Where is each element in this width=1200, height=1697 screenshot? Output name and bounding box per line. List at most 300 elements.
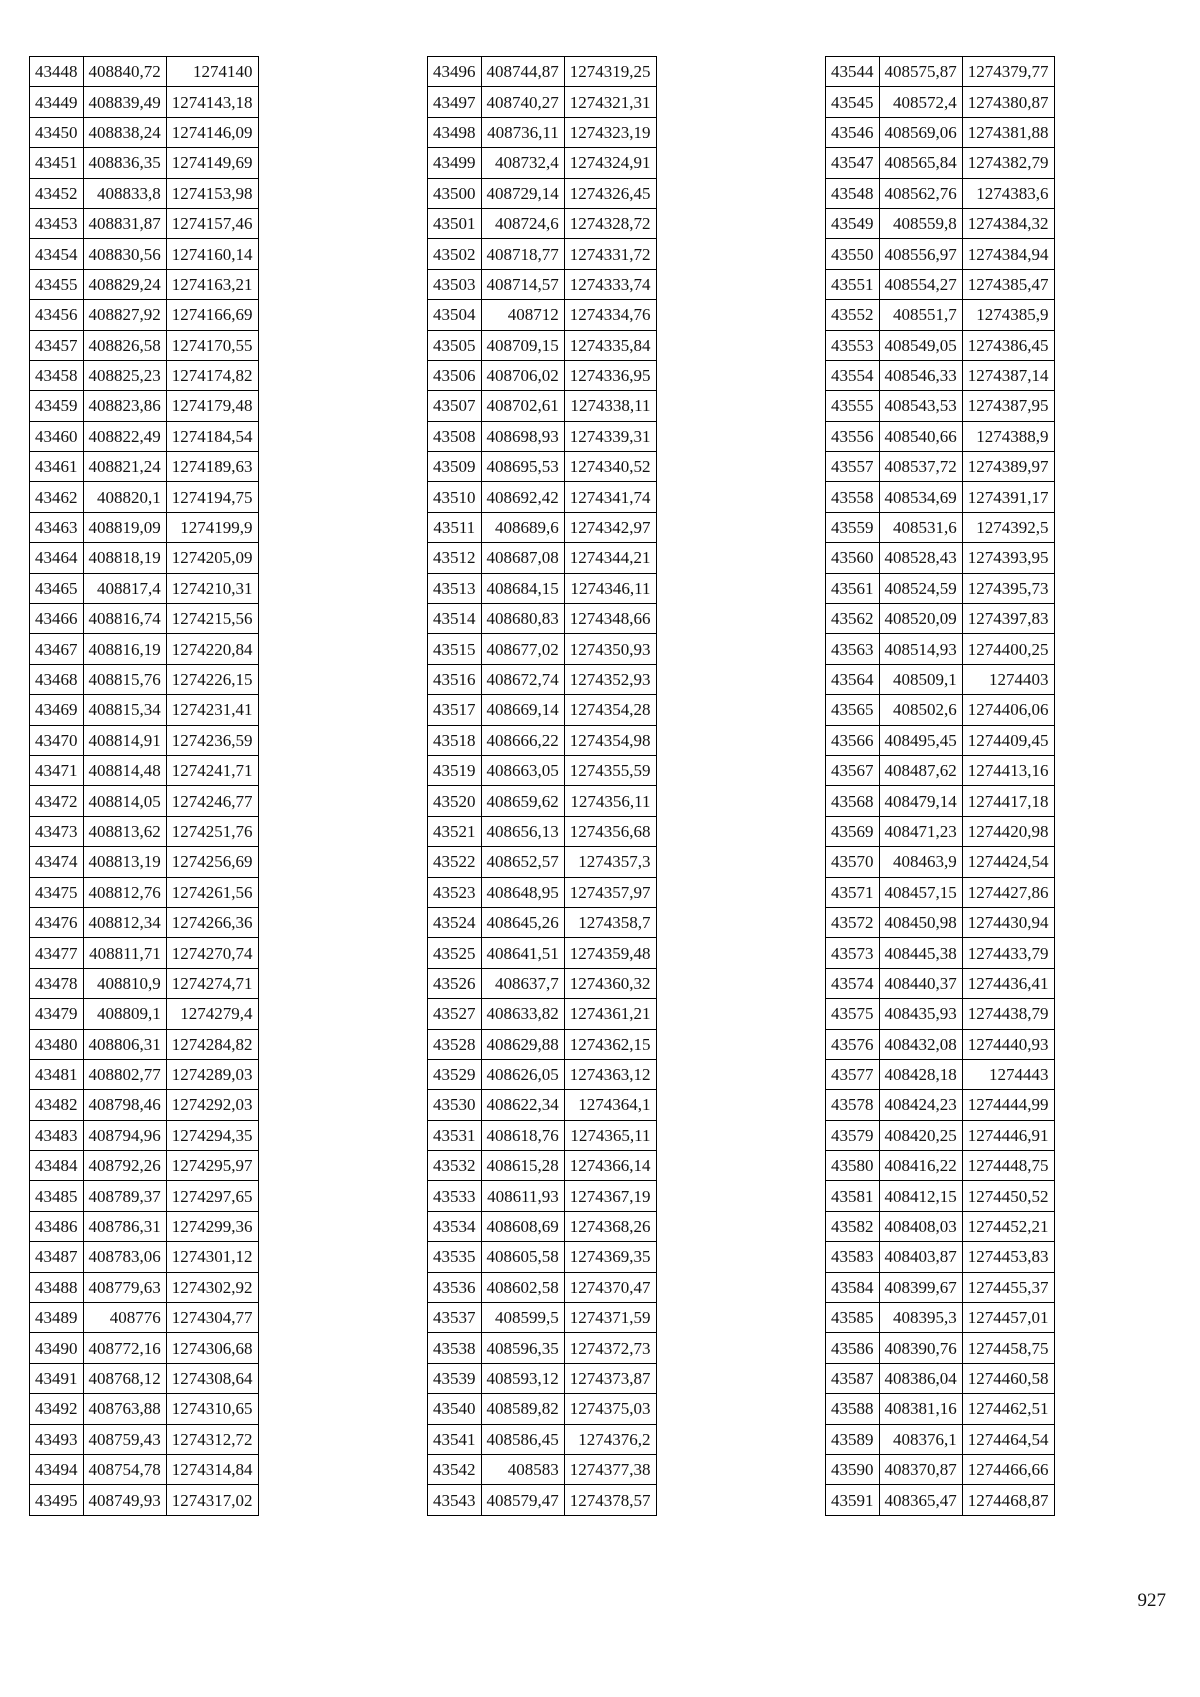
table-row bbox=[826, 239, 1055, 269]
table-row bbox=[30, 907, 259, 937]
point-number-cell: 43518 bbox=[428, 725, 482, 755]
x-coordinate-cell: 408554,27 bbox=[879, 269, 962, 299]
point-number-cell: 43564 bbox=[826, 664, 880, 694]
point-number-cell: 43556 bbox=[826, 421, 880, 451]
table-row bbox=[826, 1120, 1055, 1150]
table-row bbox=[826, 57, 1055, 87]
point-number-cell: 43466 bbox=[30, 604, 84, 634]
y-coordinate-cell: 1274241,71 bbox=[166, 755, 258, 785]
table-row bbox=[826, 452, 1055, 482]
x-coordinate-cell: 408381,16 bbox=[879, 1394, 962, 1424]
coordinate-table-3 bbox=[825, 56, 1055, 1516]
table-row bbox=[826, 360, 1055, 390]
x-coordinate-cell: 408695,53 bbox=[481, 452, 564, 482]
table-row bbox=[826, 482, 1055, 512]
table-row bbox=[30, 1120, 259, 1150]
table-row bbox=[30, 604, 259, 634]
table-row bbox=[826, 1090, 1055, 1120]
table-row bbox=[826, 1303, 1055, 1333]
table-row bbox=[428, 1485, 657, 1515]
point-number-cell: 43558 bbox=[826, 482, 880, 512]
point-number-cell: 43548 bbox=[826, 178, 880, 208]
table-row bbox=[30, 1333, 259, 1363]
x-coordinate-cell: 408826,58 bbox=[83, 330, 166, 360]
y-coordinate-cell: 1274370,47 bbox=[564, 1272, 656, 1302]
x-coordinate-cell: 408772,16 bbox=[83, 1333, 166, 1363]
y-coordinate-cell: 1274339,31 bbox=[564, 421, 656, 451]
y-coordinate-cell: 1274455,37 bbox=[962, 1272, 1054, 1302]
y-coordinate-cell: 1274438,79 bbox=[962, 999, 1054, 1029]
x-coordinate-cell: 408794,96 bbox=[83, 1120, 166, 1150]
point-number-cell: 43540 bbox=[428, 1394, 482, 1424]
point-number-cell: 43502 bbox=[428, 239, 482, 269]
x-coordinate-cell: 408825,23 bbox=[83, 360, 166, 390]
x-coordinate-cell: 408698,93 bbox=[481, 421, 564, 451]
y-coordinate-cell: 1274430,94 bbox=[962, 907, 1054, 937]
point-number-cell: 43493 bbox=[30, 1424, 84, 1454]
point-number-cell: 43456 bbox=[30, 300, 84, 330]
y-coordinate-cell: 1274314,84 bbox=[166, 1454, 258, 1484]
y-coordinate-cell: 1274376,2 bbox=[564, 1424, 656, 1454]
table-row bbox=[826, 634, 1055, 664]
point-number-cell: 43514 bbox=[428, 604, 482, 634]
x-coordinate-cell: 408812,34 bbox=[83, 907, 166, 937]
point-number-cell: 43569 bbox=[826, 816, 880, 846]
y-coordinate-cell: 1274362,15 bbox=[564, 1029, 656, 1059]
table-row bbox=[826, 1211, 1055, 1241]
y-coordinate-cell: 1274319,25 bbox=[564, 57, 656, 87]
y-coordinate-cell: 1274184,54 bbox=[166, 421, 258, 451]
table-row bbox=[826, 87, 1055, 117]
y-coordinate-cell: 1274365,11 bbox=[564, 1120, 656, 1150]
x-coordinate-cell: 408432,08 bbox=[879, 1029, 962, 1059]
table-row bbox=[428, 1029, 657, 1059]
x-coordinate-cell: 408457,15 bbox=[879, 877, 962, 907]
y-coordinate-cell: 1274205,09 bbox=[166, 543, 258, 573]
x-coordinate-cell: 408692,42 bbox=[481, 482, 564, 512]
point-number-cell: 43547 bbox=[826, 148, 880, 178]
point-number-cell: 43542 bbox=[428, 1454, 482, 1484]
point-number-cell: 43496 bbox=[428, 57, 482, 87]
y-coordinate-cell: 1274295,97 bbox=[166, 1151, 258, 1181]
y-coordinate-cell: 1274450,52 bbox=[962, 1181, 1054, 1211]
table-row bbox=[30, 1029, 259, 1059]
y-coordinate-cell: 1274321,31 bbox=[564, 87, 656, 117]
y-coordinate-cell: 1274348,66 bbox=[564, 604, 656, 634]
x-coordinate-cell: 408487,62 bbox=[879, 755, 962, 785]
x-coordinate-cell: 408702,61 bbox=[481, 391, 564, 421]
table-row bbox=[428, 269, 657, 299]
y-coordinate-cell: 1274355,59 bbox=[564, 755, 656, 785]
x-coordinate-cell: 408802,77 bbox=[83, 1059, 166, 1089]
point-number-cell: 43584 bbox=[826, 1272, 880, 1302]
point-number-cell: 43479 bbox=[30, 999, 84, 1029]
x-coordinate-cell: 408672,74 bbox=[481, 664, 564, 694]
point-number-cell: 43448 bbox=[30, 57, 84, 87]
point-number-cell: 43497 bbox=[428, 87, 482, 117]
y-coordinate-cell: 1274306,68 bbox=[166, 1333, 258, 1363]
y-coordinate-cell: 1274386,45 bbox=[962, 330, 1054, 360]
x-coordinate-cell: 408669,14 bbox=[481, 695, 564, 725]
x-coordinate-cell: 408815,34 bbox=[83, 695, 166, 725]
y-coordinate-cell: 1274357,97 bbox=[564, 877, 656, 907]
x-coordinate-cell: 408813,19 bbox=[83, 847, 166, 877]
y-coordinate-cell: 1274323,19 bbox=[564, 117, 656, 147]
y-coordinate-cell: 1274377,38 bbox=[564, 1454, 656, 1484]
y-coordinate-cell: 1274381,88 bbox=[962, 117, 1054, 147]
table-row bbox=[30, 999, 259, 1029]
point-number-cell: 43552 bbox=[826, 300, 880, 330]
y-coordinate-cell: 1274336,95 bbox=[564, 360, 656, 390]
y-coordinate-cell: 1274366,14 bbox=[564, 1151, 656, 1181]
point-number-cell: 43482 bbox=[30, 1090, 84, 1120]
point-number-cell: 43536 bbox=[428, 1272, 482, 1302]
point-number-cell: 43529 bbox=[428, 1059, 482, 1089]
x-coordinate-cell: 408629,88 bbox=[481, 1029, 564, 1059]
table-row bbox=[428, 391, 657, 421]
table-row bbox=[428, 725, 657, 755]
y-coordinate-cell: 1274301,12 bbox=[166, 1242, 258, 1272]
point-number-cell: 43583 bbox=[826, 1242, 880, 1272]
y-coordinate-cell: 1274140 bbox=[166, 57, 258, 87]
x-coordinate-cell: 408583 bbox=[481, 1454, 564, 1484]
table-row bbox=[30, 1424, 259, 1454]
y-coordinate-cell: 1274236,59 bbox=[166, 725, 258, 755]
x-coordinate-cell: 408622,34 bbox=[481, 1090, 564, 1120]
table-row bbox=[30, 330, 259, 360]
point-number-cell: 43530 bbox=[428, 1090, 482, 1120]
point-number-cell: 43455 bbox=[30, 269, 84, 299]
point-number-cell: 43473 bbox=[30, 816, 84, 846]
x-coordinate-cell: 408798,46 bbox=[83, 1090, 166, 1120]
x-coordinate-cell: 408779,63 bbox=[83, 1272, 166, 1302]
point-number-cell: 43451 bbox=[30, 148, 84, 178]
table-row bbox=[30, 148, 259, 178]
y-coordinate-cell: 1274334,76 bbox=[564, 300, 656, 330]
table-row bbox=[30, 573, 259, 603]
y-coordinate-cell: 1274317,02 bbox=[166, 1485, 258, 1515]
x-coordinate-cell: 408783,06 bbox=[83, 1242, 166, 1272]
x-coordinate-cell: 408724,6 bbox=[481, 208, 564, 238]
y-coordinate-cell: 1274346,11 bbox=[564, 573, 656, 603]
table-row bbox=[428, 907, 657, 937]
y-coordinate-cell: 1274364,1 bbox=[564, 1090, 656, 1120]
point-number-cell: 43561 bbox=[826, 573, 880, 603]
y-coordinate-cell: 1274457,01 bbox=[962, 1303, 1054, 1333]
point-number-cell: 43495 bbox=[30, 1485, 84, 1515]
point-number-cell: 43484 bbox=[30, 1151, 84, 1181]
point-number-cell: 43537 bbox=[428, 1303, 482, 1333]
x-coordinate-cell: 408816,74 bbox=[83, 604, 166, 634]
table-row bbox=[428, 1424, 657, 1454]
y-coordinate-cell: 1274433,79 bbox=[962, 938, 1054, 968]
y-coordinate-cell: 1274372,73 bbox=[564, 1333, 656, 1363]
x-coordinate-cell: 408386,04 bbox=[879, 1363, 962, 1393]
point-number-cell: 43508 bbox=[428, 421, 482, 451]
y-coordinate-cell: 1274385,47 bbox=[962, 269, 1054, 299]
table-row bbox=[428, 1303, 657, 1333]
table-row bbox=[428, 847, 657, 877]
y-coordinate-cell: 1274297,65 bbox=[166, 1181, 258, 1211]
x-coordinate-cell: 408812,76 bbox=[83, 877, 166, 907]
table-row bbox=[428, 1181, 657, 1211]
table-row bbox=[826, 330, 1055, 360]
x-coordinate-cell: 408524,59 bbox=[879, 573, 962, 603]
y-coordinate-cell: 1274340,52 bbox=[564, 452, 656, 482]
table-row bbox=[826, 877, 1055, 907]
point-number-cell: 43563 bbox=[826, 634, 880, 664]
y-coordinate-cell: 1274146,09 bbox=[166, 117, 258, 147]
x-coordinate-cell: 408811,71 bbox=[83, 938, 166, 968]
y-coordinate-cell: 1274308,64 bbox=[166, 1363, 258, 1393]
x-coordinate-cell: 408706,02 bbox=[481, 360, 564, 390]
x-coordinate-cell: 408839,49 bbox=[83, 87, 166, 117]
table-row bbox=[826, 391, 1055, 421]
table-row bbox=[428, 178, 657, 208]
x-coordinate-cell: 408416,22 bbox=[879, 1151, 962, 1181]
table-row bbox=[428, 208, 657, 238]
table-row bbox=[428, 239, 657, 269]
table-row bbox=[30, 786, 259, 816]
x-coordinate-cell: 408602,58 bbox=[481, 1272, 564, 1302]
y-coordinate-cell: 1274357,3 bbox=[564, 847, 656, 877]
point-number-cell: 43449 bbox=[30, 87, 84, 117]
y-coordinate-cell: 1274395,73 bbox=[962, 573, 1054, 603]
table-row bbox=[30, 421, 259, 451]
point-number-cell: 43543 bbox=[428, 1485, 482, 1515]
point-number-cell: 43565 bbox=[826, 695, 880, 725]
x-coordinate-cell: 408687,08 bbox=[481, 543, 564, 573]
table-row bbox=[826, 725, 1055, 755]
x-coordinate-cell: 408569,06 bbox=[879, 117, 962, 147]
point-number-cell: 43475 bbox=[30, 877, 84, 907]
y-coordinate-cell: 1274352,93 bbox=[564, 664, 656, 694]
table-row bbox=[428, 117, 657, 147]
x-coordinate-cell: 408365,47 bbox=[879, 1485, 962, 1515]
table-row bbox=[826, 421, 1055, 451]
y-coordinate-cell: 1274302,92 bbox=[166, 1272, 258, 1302]
table-row bbox=[428, 695, 657, 725]
table-row bbox=[826, 148, 1055, 178]
table-row bbox=[30, 755, 259, 785]
table-row bbox=[826, 1485, 1055, 1515]
point-number-cell: 43472 bbox=[30, 786, 84, 816]
y-coordinate-cell: 1274153,98 bbox=[166, 178, 258, 208]
x-coordinate-cell: 408463,9 bbox=[879, 847, 962, 877]
point-number-cell: 43562 bbox=[826, 604, 880, 634]
x-coordinate-cell: 408830,56 bbox=[83, 239, 166, 269]
table-row bbox=[428, 512, 657, 542]
point-number-cell: 43520 bbox=[428, 786, 482, 816]
x-coordinate-cell: 408827,92 bbox=[83, 300, 166, 330]
table-row bbox=[30, 1059, 259, 1089]
x-coordinate-cell: 408732,4 bbox=[481, 148, 564, 178]
point-number-cell: 43571 bbox=[826, 877, 880, 907]
point-number-cell: 43519 bbox=[428, 755, 482, 785]
y-coordinate-cell: 1274333,74 bbox=[564, 269, 656, 299]
point-number-cell: 43450 bbox=[30, 117, 84, 147]
x-coordinate-cell: 408540,66 bbox=[879, 421, 962, 451]
y-coordinate-cell: 1274443 bbox=[962, 1059, 1054, 1089]
point-number-cell: 43458 bbox=[30, 360, 84, 390]
point-number-cell: 43544 bbox=[826, 57, 880, 87]
point-number-cell: 43538 bbox=[428, 1333, 482, 1363]
x-coordinate-cell: 408549,05 bbox=[879, 330, 962, 360]
point-number-cell: 43566 bbox=[826, 725, 880, 755]
x-coordinate-cell: 408479,14 bbox=[879, 786, 962, 816]
point-number-cell: 43470 bbox=[30, 725, 84, 755]
y-coordinate-cell: 1274166,69 bbox=[166, 300, 258, 330]
y-coordinate-cell: 1274440,93 bbox=[962, 1029, 1054, 1059]
x-coordinate-cell: 408528,43 bbox=[879, 543, 962, 573]
x-coordinate-cell: 408759,43 bbox=[83, 1424, 166, 1454]
x-coordinate-cell: 408572,4 bbox=[879, 87, 962, 117]
x-coordinate-cell: 408495,45 bbox=[879, 725, 962, 755]
x-coordinate-cell: 408514,93 bbox=[879, 634, 962, 664]
y-coordinate-cell: 1274413,16 bbox=[962, 755, 1054, 785]
table-row bbox=[428, 938, 657, 968]
x-coordinate-cell: 408608,69 bbox=[481, 1211, 564, 1241]
x-coordinate-cell: 408813,62 bbox=[83, 816, 166, 846]
y-coordinate-cell: 1274354,98 bbox=[564, 725, 656, 755]
table-row bbox=[30, 543, 259, 573]
y-coordinate-cell: 1274157,46 bbox=[166, 208, 258, 238]
table-row bbox=[30, 968, 259, 998]
y-coordinate-cell: 1274406,06 bbox=[962, 695, 1054, 725]
x-coordinate-cell: 408435,93 bbox=[879, 999, 962, 1029]
y-coordinate-cell: 1274324,91 bbox=[564, 148, 656, 178]
x-coordinate-cell: 408740,27 bbox=[481, 87, 564, 117]
y-coordinate-cell: 1274424,54 bbox=[962, 847, 1054, 877]
point-number-cell: 43525 bbox=[428, 938, 482, 968]
table-row bbox=[826, 968, 1055, 998]
y-coordinate-cell: 1274360,32 bbox=[564, 968, 656, 998]
x-coordinate-cell: 408840,72 bbox=[83, 57, 166, 87]
table-row bbox=[428, 360, 657, 390]
y-coordinate-cell: 1274358,7 bbox=[564, 907, 656, 937]
x-coordinate-cell: 408714,57 bbox=[481, 269, 564, 299]
y-coordinate-cell: 1274385,9 bbox=[962, 300, 1054, 330]
y-coordinate-cell: 1274458,75 bbox=[962, 1333, 1054, 1363]
y-coordinate-cell: 1274384,94 bbox=[962, 239, 1054, 269]
x-coordinate-cell: 408520,09 bbox=[879, 604, 962, 634]
y-coordinate-cell: 1274375,03 bbox=[564, 1394, 656, 1424]
table-row bbox=[826, 604, 1055, 634]
point-number-cell: 43465 bbox=[30, 573, 84, 603]
x-coordinate-cell: 408399,67 bbox=[879, 1272, 962, 1302]
table-row bbox=[30, 877, 259, 907]
x-coordinate-cell: 408589,82 bbox=[481, 1394, 564, 1424]
y-coordinate-cell: 1274335,84 bbox=[564, 330, 656, 360]
x-coordinate-cell: 408659,62 bbox=[481, 786, 564, 816]
point-number-cell: 43487 bbox=[30, 1242, 84, 1272]
x-coordinate-cell: 408556,97 bbox=[879, 239, 962, 269]
y-coordinate-cell: 1274328,72 bbox=[564, 208, 656, 238]
point-number-cell: 43467 bbox=[30, 634, 84, 664]
table-row bbox=[428, 634, 657, 664]
x-coordinate-cell: 408562,76 bbox=[879, 178, 962, 208]
point-number-cell: 43586 bbox=[826, 1333, 880, 1363]
point-number-cell: 43500 bbox=[428, 178, 482, 208]
y-coordinate-cell: 1274417,18 bbox=[962, 786, 1054, 816]
point-number-cell: 43512 bbox=[428, 543, 482, 573]
table-row bbox=[30, 664, 259, 694]
point-number-cell: 43480 bbox=[30, 1029, 84, 1059]
coordinate-table-2 bbox=[427, 56, 657, 1516]
x-coordinate-cell: 408531,6 bbox=[879, 512, 962, 542]
point-number-cell: 43567 bbox=[826, 755, 880, 785]
point-number-cell: 43533 bbox=[428, 1181, 482, 1211]
table-row bbox=[428, 1090, 657, 1120]
point-number-cell: 43555 bbox=[826, 391, 880, 421]
table-row bbox=[826, 512, 1055, 542]
point-number-cell: 43463 bbox=[30, 512, 84, 542]
x-coordinate-cell: 408810,9 bbox=[83, 968, 166, 998]
table-row bbox=[428, 786, 657, 816]
y-coordinate-cell: 1274420,98 bbox=[962, 816, 1054, 846]
y-coordinate-cell: 1274266,36 bbox=[166, 907, 258, 937]
table-row bbox=[30, 512, 259, 542]
point-number-cell: 43498 bbox=[428, 117, 482, 147]
x-coordinate-cell: 408817,4 bbox=[83, 573, 166, 603]
table-row bbox=[826, 1363, 1055, 1393]
table-row bbox=[30, 725, 259, 755]
x-coordinate-cell: 408420,25 bbox=[879, 1120, 962, 1150]
x-coordinate-cell: 408768,12 bbox=[83, 1363, 166, 1393]
point-number-cell: 43453 bbox=[30, 208, 84, 238]
table-row bbox=[30, 1211, 259, 1241]
table-row bbox=[30, 57, 259, 87]
table-row bbox=[826, 1242, 1055, 1272]
y-coordinate-cell: 1274356,68 bbox=[564, 816, 656, 846]
table-row bbox=[428, 999, 657, 1029]
point-number-cell: 43454 bbox=[30, 239, 84, 269]
y-coordinate-cell: 1274403 bbox=[962, 664, 1054, 694]
table-row bbox=[428, 968, 657, 998]
point-number-cell: 43503 bbox=[428, 269, 482, 299]
table-row bbox=[30, 1363, 259, 1393]
point-number-cell: 43568 bbox=[826, 786, 880, 816]
y-coordinate-cell: 1274304,77 bbox=[166, 1303, 258, 1333]
point-number-cell: 43588 bbox=[826, 1394, 880, 1424]
point-number-cell: 43491 bbox=[30, 1363, 84, 1393]
point-number-cell: 43579 bbox=[826, 1120, 880, 1150]
point-number-cell: 43539 bbox=[428, 1363, 482, 1393]
y-coordinate-cell: 1274246,77 bbox=[166, 786, 258, 816]
point-number-cell: 43452 bbox=[30, 178, 84, 208]
x-coordinate-cell: 408424,23 bbox=[879, 1090, 962, 1120]
y-coordinate-cell: 1274359,48 bbox=[564, 938, 656, 968]
x-coordinate-cell: 408615,28 bbox=[481, 1151, 564, 1181]
x-coordinate-cell: 408559,8 bbox=[879, 208, 962, 238]
y-coordinate-cell: 1274378,57 bbox=[564, 1485, 656, 1515]
table-row bbox=[826, 999, 1055, 1029]
y-coordinate-cell: 1274344,21 bbox=[564, 543, 656, 573]
x-coordinate-cell: 408814,91 bbox=[83, 725, 166, 755]
x-coordinate-cell: 408829,24 bbox=[83, 269, 166, 299]
table-row bbox=[826, 573, 1055, 603]
point-number-cell: 43499 bbox=[428, 148, 482, 178]
x-coordinate-cell: 408819,09 bbox=[83, 512, 166, 542]
x-coordinate-cell: 408551,7 bbox=[879, 300, 962, 330]
y-coordinate-cell: 1274356,11 bbox=[564, 786, 656, 816]
x-coordinate-cell: 408412,15 bbox=[879, 1181, 962, 1211]
x-coordinate-cell: 408440,37 bbox=[879, 968, 962, 998]
point-number-cell: 43506 bbox=[428, 360, 482, 390]
x-coordinate-cell: 408789,37 bbox=[83, 1181, 166, 1211]
point-number-cell: 43468 bbox=[30, 664, 84, 694]
y-coordinate-cell: 1274251,76 bbox=[166, 816, 258, 846]
